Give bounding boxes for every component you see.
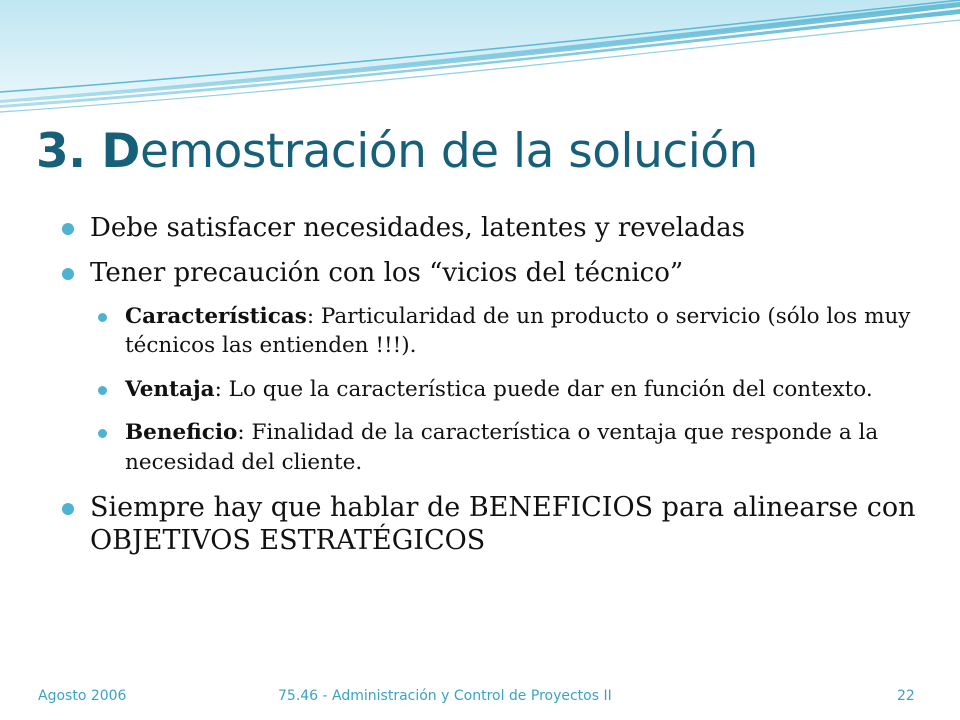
footer-course: 75.46 - Administración y Control de Proyectos II bbox=[278, 688, 612, 704]
term-bold: Ventaja bbox=[125, 376, 215, 402]
sub-bullet-item bbox=[97, 375, 932, 405]
term-bold: Beneficio bbox=[125, 420, 238, 446]
footer-page-number: 22 bbox=[897, 688, 915, 704]
title-rest: emostración de la solución bbox=[139, 124, 758, 179]
bullet-dot-icon bbox=[62, 503, 74, 515]
bullet-item bbox=[62, 257, 932, 290]
sub-bullet-dot-icon bbox=[98, 429, 107, 438]
bullet-text: Debe satisfacer necesidades, latentes y reveladas bbox=[90, 213, 746, 243]
bullet-list bbox=[62, 212, 932, 570]
bullet-text: Tener precaución con los “vicios del técnico” bbox=[90, 257, 684, 288]
sub-bullet-dot-icon bbox=[98, 313, 107, 322]
bullet-item bbox=[62, 492, 932, 558]
bullet-item bbox=[62, 212, 932, 245]
slide-title bbox=[36, 124, 758, 179]
footer-date: Agosto 2006 bbox=[38, 688, 127, 704]
sub-bullet-dot-icon bbox=[98, 386, 107, 395]
term-definition: : Finalidad de la característica o ventaja que responde a la necesidad del cliente. bbox=[125, 420, 879, 476]
bullet-dot-icon bbox=[62, 223, 74, 235]
sub-bullet-item bbox=[97, 418, 932, 477]
term-definition: : Particularidad de un producto o servicio (sólo los muy técnicos las entienden !!!). bbox=[125, 303, 911, 359]
bullet-text: Siempre hay que hablar de BENEFICIOS para alinearse con OBJETIVOS ESTRATÉGICOS bbox=[90, 491, 916, 556]
term-bold: Características bbox=[125, 303, 307, 329]
title-first: 3. D bbox=[36, 124, 140, 179]
header-wave-decoration bbox=[0, 0, 960, 120]
term-definition: : Lo que la característica puede dar en función del contexto. bbox=[214, 376, 873, 402]
sub-bullet-item bbox=[97, 302, 932, 361]
bullet-dot-icon bbox=[62, 268, 74, 280]
